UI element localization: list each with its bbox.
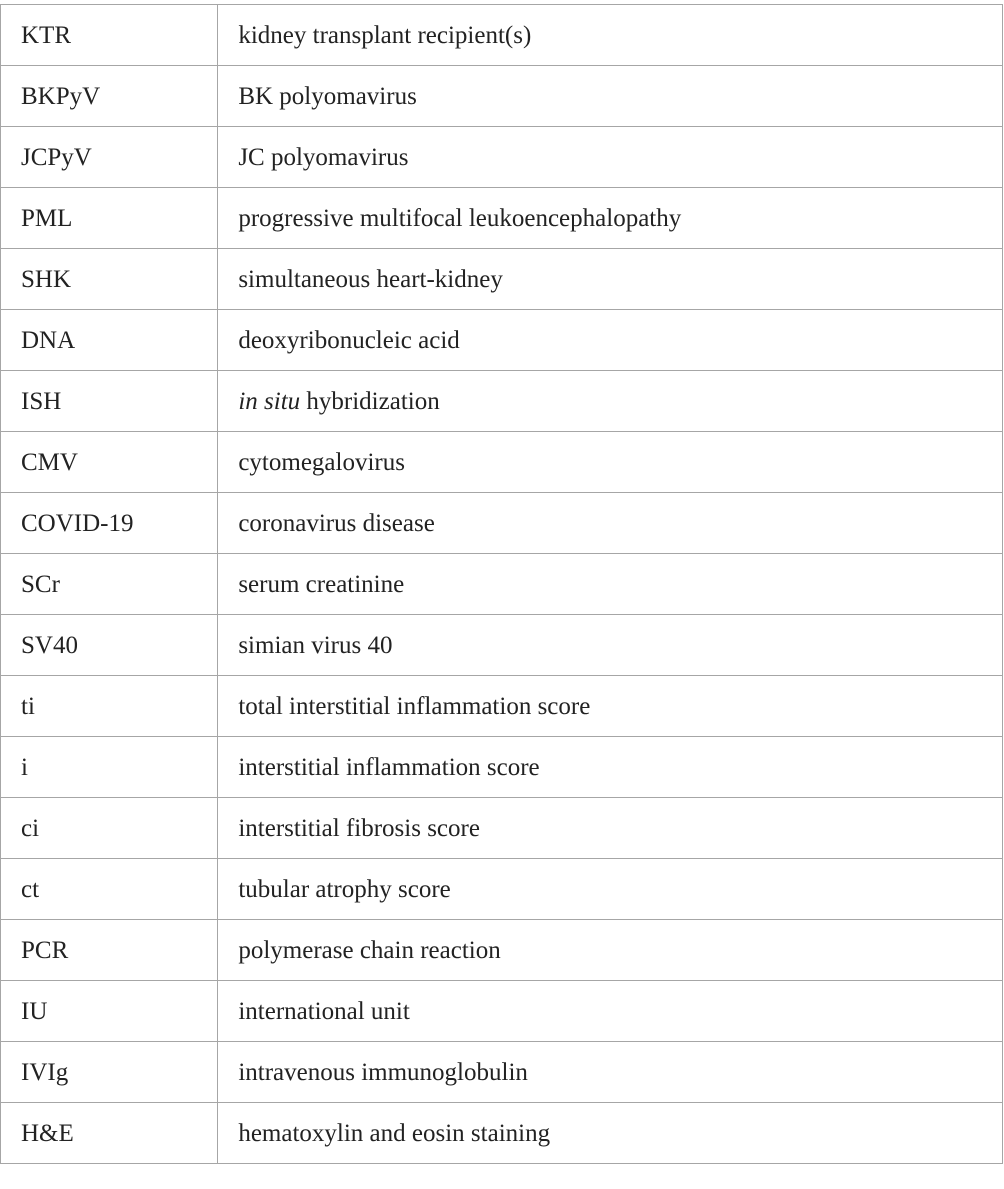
table-row [1, 737, 1003, 798]
abbreviation-cell: i [1, 737, 218, 798]
definition-cell: polymerase chain reaction [218, 920, 1003, 981]
table-row [1, 981, 1003, 1042]
definition-cell: total interstitial inflammation score [218, 676, 1003, 737]
abbreviation-cell: ISH [1, 371, 218, 432]
definition-cell: intravenous immunoglobulin [218, 1042, 1003, 1103]
definition-italic-text: in situ [238, 387, 301, 415]
table-row [1, 127, 1003, 188]
definition-cell: kidney transplant recipient(s) [218, 5, 1003, 66]
definition-cell: interstitial inflammation score [218, 737, 1003, 798]
definition-cell [218, 371, 1003, 432]
table-row [1, 432, 1003, 493]
definition-cell: international unit [218, 981, 1003, 1042]
table-row [1, 493, 1003, 554]
abbreviation-cell: ti [1, 676, 218, 737]
definition-cell: interstitial fibrosis score [218, 798, 1003, 859]
table-row [1, 188, 1003, 249]
table-row [1, 66, 1003, 127]
abbreviation-cell: ci [1, 798, 218, 859]
definition-cell: JC polyomavirus [218, 127, 1003, 188]
abbreviation-cell: PCR [1, 920, 218, 981]
abbreviation-cell: KTR [1, 5, 218, 66]
abbreviation-cell: SCr [1, 554, 218, 615]
abbreviation-cell: PML [1, 188, 218, 249]
abbreviations-table-body [1, 5, 1003, 1164]
table-row [1, 920, 1003, 981]
definition-cell: serum creatinine [218, 554, 1003, 615]
abbreviation-cell: IVIg [1, 1042, 218, 1103]
abbreviations-table [0, 4, 1003, 1164]
abbreviation-cell: ct [1, 859, 218, 920]
table-row [1, 310, 1003, 371]
abbreviation-cell: DNA [1, 310, 218, 371]
abbreviation-cell: IU [1, 981, 218, 1042]
definition-cell: BK polyomavirus [218, 66, 1003, 127]
definition-cell: simultaneous heart-kidney [218, 249, 1003, 310]
definition-cell: progressive multifocal leukoencephalopathy [218, 188, 1003, 249]
abbreviation-cell: CMV [1, 432, 218, 493]
definition-cell: simian virus 40 [218, 615, 1003, 676]
table-row [1, 554, 1003, 615]
definition-cell: cytomegalovirus [218, 432, 1003, 493]
definition-text: hybridization [300, 387, 440, 415]
abbreviation-cell: BKPyV [1, 66, 218, 127]
table-row [1, 1042, 1003, 1103]
abbreviation-cell: SV40 [1, 615, 218, 676]
definition-cell: hematoxylin and eosin staining [218, 1103, 1003, 1164]
table-row [1, 615, 1003, 676]
table-row [1, 859, 1003, 920]
definition-cell: deoxyribonucleic acid [218, 310, 1003, 371]
table-row [1, 371, 1003, 432]
definition-cell: tubular atrophy score [218, 859, 1003, 920]
abbreviation-cell: H&E [1, 1103, 218, 1164]
abbreviation-cell: COVID-19 [1, 493, 218, 554]
abbreviation-cell: JCPyV [1, 127, 218, 188]
table-row [1, 1103, 1003, 1164]
table-row [1, 798, 1003, 859]
abbreviation-cell: SHK [1, 249, 218, 310]
definition-cell: coronavirus disease [218, 493, 1003, 554]
table-row [1, 5, 1003, 66]
table-row [1, 249, 1003, 310]
table-row [1, 676, 1003, 737]
